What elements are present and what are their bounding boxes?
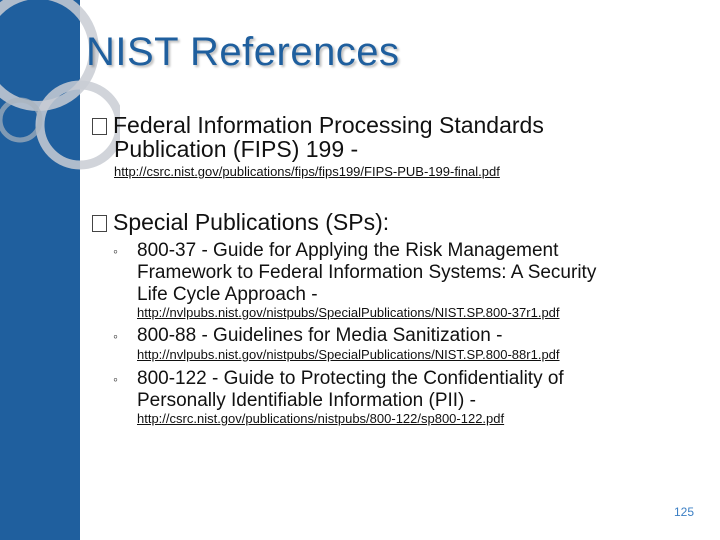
sub-bullet-marker: ◦: [113, 371, 118, 387]
sub-bullet-marker: ◦: [113, 243, 118, 259]
sp-800-37-line1: 800-37 - Guide for Applying the Risk Management: [137, 240, 559, 261]
bullet-sp-line1: Special Publications (SPs):: [113, 209, 390, 235]
sp-800-122-link[interactable]: http://csrc.nist.gov/publications/nistpubs/800-122/sp800-122.pdf: [137, 411, 505, 426]
fips-199-link[interactable]: http://csrc.nist.gov/publications/fips/fips199/FIPS-PUB-199-final.pdf: [114, 164, 500, 179]
bullet-fips-line1: Federal Information Processing Standards: [113, 112, 544, 138]
slide-title: NIST References: [86, 30, 400, 74]
bullet-special-publications: [92, 210, 389, 235]
sp-800-122-line2: Personally Identifiable Information (PII) -: [137, 390, 476, 411]
bullet-fips-line2: Publication (FIPS) 199 -: [114, 136, 359, 162]
sp-800-37-link[interactable]: http://nvlpubs.nist.gov/nistpubs/SpecialPublications/NIST.SP.800-37r1.pdf: [137, 305, 560, 320]
sub-bullet-marker: ◦: [113, 328, 118, 344]
sp-800-122-line1: 800-122 - Guide to Protecting the Confidentiality of: [137, 368, 564, 389]
sp-800-88-link[interactable]: http://nvlpubs.nist.gov/nistpubs/SpecialPublications/NIST.SP.800-88r1.pdf: [137, 347, 560, 362]
sp-800-88-line1: 800-88 - Guidelines for Media Sanitization -: [137, 325, 503, 346]
sp-800-37-line3: Life Cycle Approach -: [137, 284, 318, 305]
empty-square-icon: [92, 215, 107, 232]
bullet-fips: [92, 113, 544, 138]
page-number: 125: [673, 505, 694, 519]
empty-square-icon: [92, 118, 107, 135]
sp-800-37-line2: Framework to Federal Information Systems: A Security: [137, 262, 597, 283]
